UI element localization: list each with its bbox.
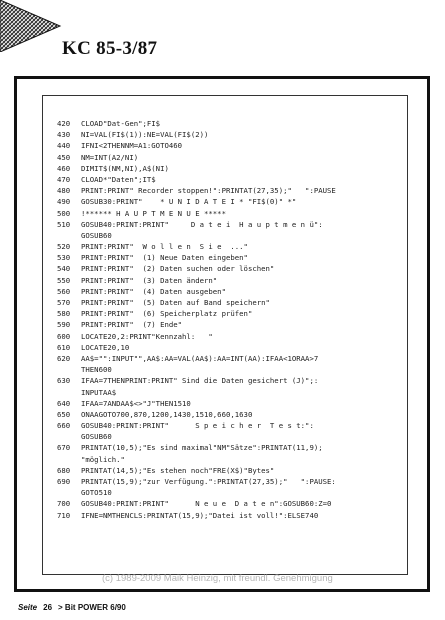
line-number: 500 — [57, 208, 71, 218]
line-number: 490 — [57, 197, 71, 207]
code-line — [57, 129, 336, 140]
code-line — [57, 375, 336, 386]
line-number: 700 — [57, 499, 71, 509]
code-line — [57, 241, 336, 252]
code-line — [57, 454, 336, 465]
line-number: 450 — [57, 152, 71, 162]
line-number: 420 — [57, 119, 71, 128]
code-line — [57, 342, 336, 353]
line-code: LOCATE20,2:PRINT"Kennzahl: " — [81, 331, 213, 341]
line-code: CLOAD"Dat-Gen";FI$ — [81, 119, 161, 128]
line-code: IFAA=7ANDAA$<>"J"THEN1510 — [81, 398, 191, 408]
line-number: 670 — [57, 443, 71, 453]
line-code: DIMIT$(NM,NI),A$(NI) — [81, 163, 169, 173]
line-number: 550 — [57, 275, 71, 285]
line-number: 560 — [57, 286, 71, 296]
line-code: PRINT:PRINT" (2) Daten suchen oder löschen" — [81, 264, 275, 274]
line-number: 570 — [57, 298, 71, 307]
line-number: 710 — [57, 510, 71, 520]
line-code: GOSUB30:PRINT" * U N I D A T E I * "FI$(0)" *" — [81, 197, 297, 207]
code-line — [57, 275, 336, 286]
listing-inner-border — [42, 95, 408, 575]
line-code: LOCATE20,10 — [81, 342, 130, 352]
code-line — [57, 420, 336, 431]
code-line — [57, 230, 336, 241]
line-code: IFNE=NMTHENCLS:PRINTAT(15,9);"Datei ist voll!":ELSE740 — [81, 510, 319, 520]
code-line — [57, 398, 336, 409]
line-number: 430 — [57, 130, 71, 140]
footer-page-number: 26 — [43, 603, 53, 612]
line-number: 680 — [57, 465, 71, 475]
line-code: PRINT:PRINT" (3) Daten ändern" — [81, 275, 218, 285]
code-line — [57, 140, 336, 151]
code-line — [57, 196, 336, 207]
line-code: GOTO510 — [81, 488, 112, 498]
copyright-watermark: (c) 1989-2009 Maik Heinzig, mit freundl. Genehmigung — [102, 573, 333, 584]
line-number: 620 — [57, 353, 71, 363]
line-number — [57, 431, 81, 442]
code-line — [57, 286, 336, 297]
code-line — [57, 331, 336, 342]
line-number: 660 — [57, 421, 71, 431]
line-code: PRINT:PRINT" (5) Daten auf Band speichern" — [81, 298, 270, 307]
line-code: GOSUB40:PRINT:PRINT" N e u e D a t e n":GOSUB60:Z=0 — [81, 499, 332, 509]
code-line — [57, 185, 336, 196]
line-code: IFNI<2THENNM=A1:GOTO460 — [81, 141, 183, 151]
corner-triangle-logo — [0, 0, 62, 52]
line-number: 580 — [57, 309, 71, 319]
line-code: PRINT:PRINT" (6) Speicherplatz prüfen" — [81, 309, 253, 319]
code-line — [57, 297, 336, 308]
code-line — [57, 163, 336, 174]
code-line — [57, 252, 336, 263]
code-line — [57, 476, 336, 487]
line-code: PRINTAT(14,5);"Es stehen noch"FRE(X$)"Bytes" — [81, 465, 275, 475]
line-code: NM=INT(A2/NI) — [81, 152, 139, 162]
line-number — [57, 387, 81, 398]
line-number — [57, 454, 81, 465]
line-code: THEN600 — [81, 365, 112, 375]
line-code: INPUTAA$ — [81, 387, 117, 397]
line-code: IFAA=7THENPRINT:PRINT" Sind die Daten gesichert (J)";: — [81, 376, 319, 386]
code-line — [57, 442, 336, 453]
line-number: 630 — [57, 376, 71, 386]
line-code: PRINT:PRINT" (7) Ende" — [81, 320, 183, 330]
code-line — [57, 431, 336, 442]
line-code: PRINTAT(15,9);"zur Verfügung.":PRINTAT(27,35);" ":PAUSE: — [81, 477, 336, 486]
code-line — [57, 152, 336, 163]
code-line — [57, 308, 336, 319]
code-line — [57, 219, 336, 230]
line-number: 520 — [57, 242, 71, 252]
line-code: GOSUB60 — [81, 432, 112, 442]
line-number: 460 — [57, 163, 71, 173]
line-code: NI=VAL(FI$(1)):NE=VAL(FI$(2)) — [81, 130, 209, 140]
code-line — [57, 118, 336, 129]
footer-magazine-name: > Bit POWER 6/90 — [58, 603, 126, 612]
line-code: !****** H A U P T M E N U E ***** — [81, 208, 226, 218]
code-line — [57, 510, 336, 521]
code-line — [57, 465, 336, 476]
line-number: 480 — [57, 186, 71, 196]
line-code: GOSUB40:PRINT:PRINT" S p e i c h e r T e s t:": — [81, 421, 314, 431]
listing-frame — [14, 76, 430, 592]
code-line — [57, 263, 336, 274]
magazine-title: KC 85-3/87 — [62, 38, 158, 59]
line-code: GOSUB60 — [81, 230, 112, 240]
page-footer — [18, 603, 126, 612]
line-code: GOSUB40:PRINT:PRINT" D a t e i H a u p t m e n ü": — [81, 219, 323, 229]
code-line — [57, 353, 336, 364]
line-number: 470 — [57, 174, 71, 184]
code-line — [57, 364, 336, 375]
line-code: ONAAGOTO700,870,1200,1430,1510,660,1630 — [81, 409, 253, 419]
line-code: PRINT:PRINT" (4) Daten ausgeben" — [81, 286, 226, 296]
footer-seite-label: Seite — [18, 603, 38, 612]
line-number: 690 — [57, 477, 71, 486]
code-line — [57, 174, 336, 185]
line-number — [57, 487, 81, 498]
line-code: "möglich." — [81, 454, 125, 464]
code-line — [57, 208, 336, 219]
code-line — [57, 487, 336, 498]
line-code: CLOAD*"Daten";IT$ — [81, 174, 156, 184]
line-number: 540 — [57, 264, 71, 274]
line-code: PRINT:PRINT" Recorder stoppen!":PRINTAT(27,35);" ":PAUSE — [81, 186, 336, 196]
line-number: 600 — [57, 331, 71, 341]
line-number: 610 — [57, 342, 71, 352]
line-code: PRINT:PRINT" (1) Neue Daten eingeben" — [81, 253, 248, 263]
line-code: PRINT:PRINT" W o l l e n S i e ..." — [81, 242, 248, 252]
line-number: 640 — [57, 398, 71, 408]
code-line — [57, 387, 336, 398]
line-number: 440 — [57, 141, 71, 151]
line-number — [57, 230, 81, 241]
code-line — [57, 498, 336, 509]
line-number — [57, 364, 81, 375]
line-number: 530 — [57, 253, 71, 263]
basic-code-listing — [57, 118, 336, 521]
line-code: PRINTAT(10,5);"Es sind maximal"NM"Sätze":PRINTAT(11,9); — [81, 443, 323, 453]
code-line — [57, 319, 336, 330]
line-code: AA$="":INPUT"",AA$:AA=VAL(AA$):AA=INT(AA):IFAA<1ORAA>7 — [81, 353, 319, 363]
line-number: 510 — [57, 219, 71, 229]
line-number: 590 — [57, 320, 71, 330]
code-line — [57, 409, 336, 420]
line-number: 650 — [57, 409, 71, 419]
